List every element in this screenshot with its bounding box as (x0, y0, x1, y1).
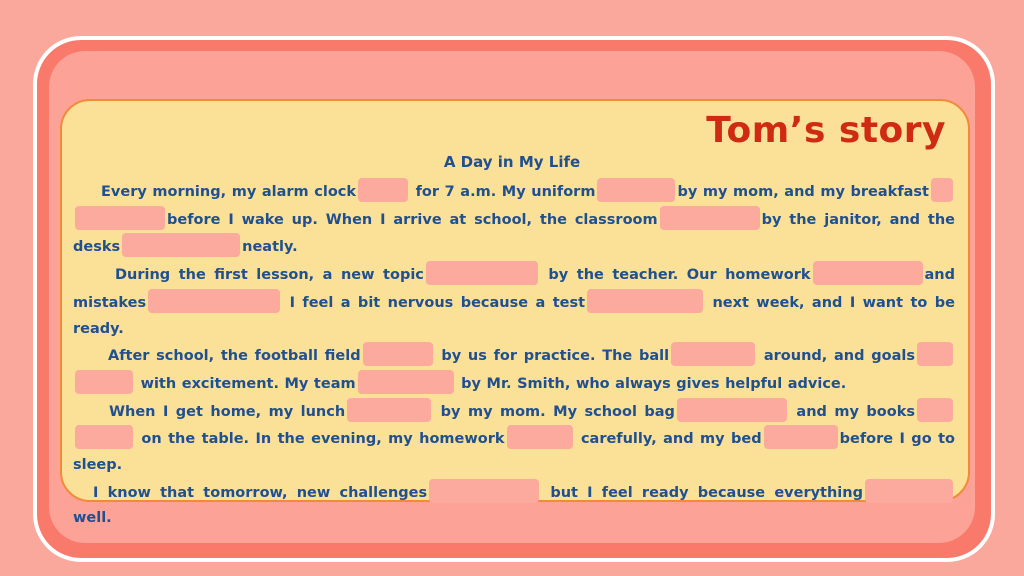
blank-field[interactable] (122, 233, 240, 257)
blank-field[interactable] (587, 289, 703, 313)
blank-field[interactable] (429, 479, 539, 503)
blank-field[interactable] (660, 206, 760, 230)
story-segment: by us for practice. The ball (441, 348, 670, 365)
story-segment: by Mr. Smith, who always gives helpful advice. (461, 375, 847, 392)
blank-field[interactable] (764, 425, 838, 449)
blank-field[interactable] (75, 370, 133, 394)
story-segment: for 7 a.m. My uniform (415, 184, 596, 200)
story-text (73, 178, 955, 532)
story-segment: with excitement. My team (140, 375, 356, 392)
story-segment: by the teacher. Our homework (548, 267, 811, 284)
blank-field[interactable] (507, 425, 573, 449)
blank-field[interactable] (917, 398, 953, 422)
blank-field[interactable] (358, 370, 454, 394)
story-segment: next week, and I want to be ready. (73, 294, 955, 337)
story-segment: by my mom. My school bag (440, 403, 675, 420)
blank-field[interactable] (931, 178, 953, 202)
story-segment: neatly. (242, 239, 298, 256)
paragraph-3 (73, 342, 955, 397)
story-segment: After school, the football field (108, 348, 361, 365)
blank-field[interactable] (917, 342, 953, 366)
paragraph-4 (73, 398, 955, 479)
blank-field[interactable] (347, 398, 431, 422)
story-segment: before I wake up. When I arrive at school, the classroom (167, 211, 658, 228)
story-segment: by my mom, and my breakfast (677, 184, 929, 200)
blank-field[interactable] (148, 289, 280, 313)
story-segment: I know that tomorrow, new challenges (93, 484, 428, 501)
story-segment: on the table. In the evening, my homework (141, 431, 505, 448)
blank-field[interactable] (813, 261, 923, 285)
paragraph-2 (73, 261, 955, 342)
story-heading: A Day in My Life (443, 153, 581, 171)
paragraph-1 (73, 178, 955, 261)
blank-field[interactable] (677, 398, 787, 422)
page-title: Tom’s story (706, 110, 946, 151)
story-segment: carefully, and my bed (580, 431, 762, 448)
blank-field[interactable] (671, 342, 755, 366)
story-segment: I feel a bit nervous because a test (289, 294, 586, 311)
story-segment: Every morning, my alarm clock (101, 184, 357, 200)
blank-field[interactable] (358, 178, 408, 202)
story-segment: and my books (796, 403, 915, 420)
blank-field[interactable] (75, 425, 133, 449)
story-segment: before I go to sleep. (73, 431, 955, 474)
story-segment: by the janitor, and the desks (73, 211, 955, 256)
story-segment: well. (73, 510, 112, 527)
paragraph-5 (73, 479, 955, 532)
story-segment: but I feel ready because everything (550, 484, 863, 501)
blank-field[interactable] (75, 206, 165, 230)
story-segment: around, and goals (763, 348, 915, 365)
story-segment: and mistakes (73, 267, 955, 311)
story-segment: During the first lesson, a new topic (115, 267, 424, 284)
blank-field[interactable] (865, 479, 953, 503)
blank-field[interactable] (363, 342, 433, 366)
blank-field[interactable] (597, 178, 675, 202)
blank-field[interactable] (426, 261, 538, 285)
story-segment: When I get home, my lunch (109, 403, 346, 420)
